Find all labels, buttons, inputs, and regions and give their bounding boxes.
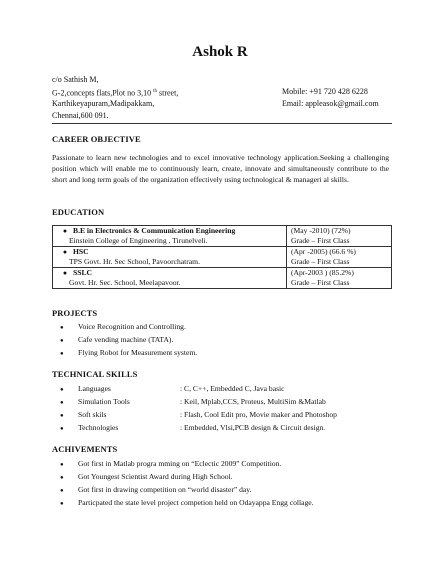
education-result-cell — [287, 268, 392, 289]
education-result-cell — [287, 247, 392, 268]
education-row — [53, 268, 392, 289]
education-year: (Apr -2005) (66.6 %) — [291, 247, 356, 256]
address-line-2-sup: th — [153, 89, 157, 94]
list-item — [60, 497, 314, 510]
education-degree: HSC — [73, 247, 89, 256]
skill-label: Soft skils — [78, 410, 107, 419]
skill-label: Technologies — [78, 423, 119, 432]
list-item — [60, 347, 197, 360]
achievement-item: Got Youngest Scientist Award during High School. — [78, 472, 233, 481]
skill-value: : Keil, Mplab,CCS, Proteus, MultiSim &Matlab — [180, 397, 326, 406]
education-degree: SSLC — [73, 268, 92, 277]
address-line-3: Karthikeyapuram,Madipakkam, — [52, 99, 155, 108]
bullet-icon: ● — [60, 426, 64, 432]
list-item — [60, 321, 197, 334]
education-result-cell — [287, 226, 392, 247]
address-line-1: c/o Sathish M, — [52, 75, 99, 84]
skill-label: Languages — [78, 384, 111, 393]
email-address: Email: appleasok@gmail.com — [282, 99, 379, 108]
bullet-icon: ● — [60, 462, 64, 468]
bullet-icon: ● — [62, 248, 68, 256]
achievement-item: Got first in drawing competition on “world disaster” day. — [78, 485, 252, 494]
education-institution: Einstein College of Engineering , Tirunelveli. — [69, 236, 208, 245]
bullet-icon: ● — [60, 488, 64, 494]
education-course-cell — [53, 268, 287, 289]
projects-list — [60, 321, 197, 360]
skill-label: Simulation Tools — [78, 397, 130, 406]
project-item: Flying Robot for Measurement system. — [78, 348, 198, 357]
list-item — [60, 471, 314, 484]
list-item — [60, 458, 314, 471]
list-item — [60, 396, 337, 409]
list-item — [60, 484, 314, 497]
bullet-icon: ● — [60, 475, 64, 481]
skill-value: : Embedded, Vlsi,PCB design & Circuit design. — [180, 423, 326, 432]
achievements-heading: ACHIVEMENTS — [52, 444, 118, 454]
bullet-icon: ● — [60, 351, 64, 357]
achievement-item: Got first in Matlab progra mming on “Eclectic 2009” Competition. — [78, 459, 282, 468]
bullet-icon: ● — [60, 338, 64, 344]
address-line-2-text: G-2,concepts flats,Plot no 3,10 — [52, 88, 152, 98]
skill-value: : Flash, Cool Edit pro, Movie maker and Photoshop — [180, 410, 337, 419]
education-grade: Grade – First Class — [291, 236, 350, 245]
education-year: (Apr-2003 ) (85.2%) — [291, 268, 354, 277]
address-line-2 — [52, 86, 178, 99]
career-objective-text: Passionate to learn new technologies and to excel innovative technology application.Seeking a challenging position which will enable me to continuously learn, create, innovate and simultaneously contribute to the short and long term goals of the organization effectively using technological & manageri al skills. — [52, 153, 389, 185]
education-year: (May -2010) (72%) — [291, 226, 351, 235]
list-item — [60, 334, 197, 347]
bullet-icon: ● — [60, 413, 64, 419]
project-item: Cafe vending machine (TATA). — [78, 335, 174, 344]
achievement-item: Particpated the state level project competion held on Odayappa Engg collage. — [78, 498, 314, 507]
list-item — [60, 422, 337, 435]
education-institution: TPS Govt. Hr. Sec School, Pavoorchatram. — [69, 257, 200, 266]
header-divider — [52, 123, 392, 124]
technical-skills-heading: TECHNICAL SKILLS — [52, 369, 138, 379]
education-course-cell — [53, 247, 287, 268]
project-item: Voice Recognition and Controlling. — [78, 322, 186, 331]
education-row — [53, 226, 392, 247]
list-item — [60, 409, 337, 422]
bullet-icon: ● — [62, 227, 68, 235]
bullet-icon: ● — [60, 501, 64, 507]
education-institution: Govt. Hr. Sec. School, Meelapavoor. — [69, 278, 181, 287]
career-objective-heading: CAREER OBJECTIVE — [52, 134, 141, 144]
list-item — [60, 383, 337, 396]
education-degree: B.E in Electronics & Communication Engineering — [73, 226, 236, 235]
projects-heading: PROJECTS — [52, 308, 98, 318]
bullet-icon: ● — [60, 387, 64, 393]
bullet-icon: ● — [60, 400, 64, 406]
address-line-4: Chennai,600 091. — [52, 111, 109, 120]
bullet-icon: ● — [60, 325, 64, 331]
technical-skills-list — [60, 383, 337, 435]
education-row — [53, 247, 392, 268]
education-heading: EDUCATION — [52, 207, 105, 217]
education-grade: Grade – First Class — [291, 257, 350, 266]
education-grade: Grade – First Class — [291, 278, 350, 287]
education-course-cell — [53, 226, 287, 247]
address-line-2-end: street, — [159, 88, 179, 98]
skill-value: : C, C++, Embedded C, Java basic — [180, 384, 285, 393]
bullet-icon: ● — [62, 269, 68, 277]
mobile-number: Mobile: +91 720 428 6228 — [282, 87, 368, 96]
achievements-list — [60, 458, 314, 510]
education-table — [52, 225, 392, 289]
applicant-name: Ashok R — [192, 44, 248, 60]
